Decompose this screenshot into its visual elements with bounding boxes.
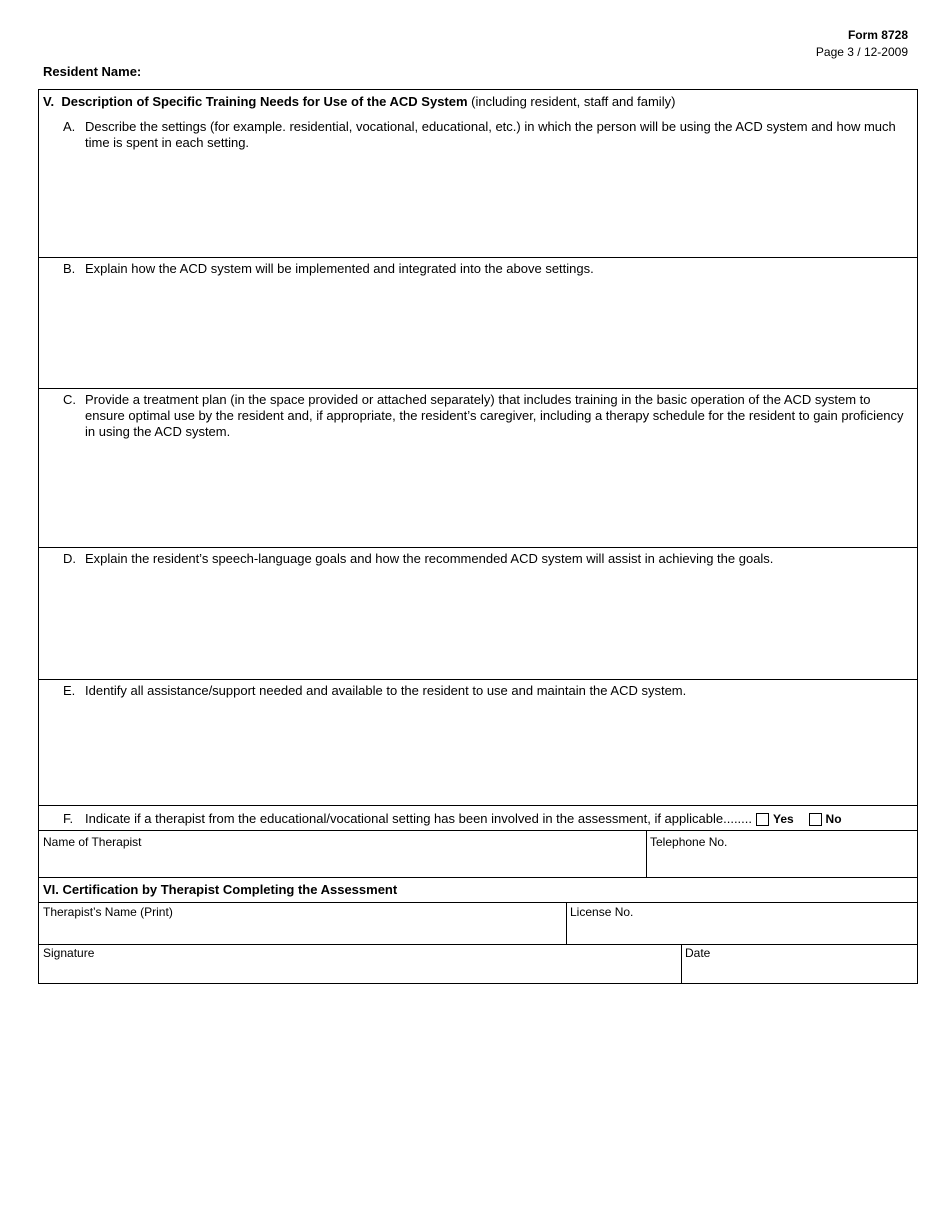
question-a[interactable]: [63, 119, 913, 151]
question-f-text: Indicate if a therapist from the educational/vocational setting has been involved in the assessment, if applicable........: [85, 811, 752, 826]
license-field[interactable]: [567, 918, 917, 944]
question-d-letter: D.: [63, 551, 76, 566]
section-5-title: [43, 94, 675, 109]
divider-signature: [39, 944, 917, 945]
question-e-letter: E.: [63, 683, 76, 698]
question-c-letter: C.: [63, 392, 76, 407]
yes-label: Yes: [773, 812, 794, 826]
question-d-text: Explain the resident’s speech-language goals and how the recommended ACD system will assist in achieving the goals.: [85, 551, 774, 566]
telephone-field[interactable]: [647, 847, 917, 877]
question-c-text: Provide a treatment plan (in the space provided or attached separately) that includes training in the basic operation of the ACD system to ensure optimal use by the resident and, if appropriate, the resident’s caregiver, including a therapy schedule for the resident to gain proficiency in using the ACD system.: [85, 392, 904, 439]
signature-label: Signature: [43, 946, 95, 960]
question-d[interactable]: [63, 551, 913, 567]
section-6-title: VI. Certification by Therapist Completing the Assessment: [43, 882, 398, 897]
form-number: Form 8728: [847, 28, 908, 42]
divider-f-therapist: [39, 830, 917, 831]
question-f-letter: F.: [63, 811, 74, 826]
therapist-name-field[interactable]: [39, 847, 646, 877]
divider-section-6: [39, 877, 917, 878]
signature-field[interactable]: [39, 959, 681, 983]
therapist-print-name-field[interactable]: [39, 918, 566, 944]
divider-e-f: [39, 805, 917, 806]
question-b-letter: B.: [63, 261, 76, 276]
therapist-print-name-label: Therapist’s Name (Print): [43, 905, 173, 919]
divider-section-6-title: [39, 902, 917, 903]
divider-c-d: [39, 547, 917, 548]
no-label: No: [825, 812, 842, 826]
question-e[interactable]: [63, 683, 913, 699]
therapist-name-label: Name of Therapist: [43, 835, 142, 849]
license-label: License No.: [570, 905, 634, 919]
page-info: Page 3 / 12-2009: [815, 45, 908, 59]
resident-name-label: Resident Name:: [43, 64, 142, 79]
divider-b-c: [39, 388, 917, 389]
question-a-letter: A.: [63, 119, 76, 134]
question-f: [63, 811, 917, 827]
divider-a-b: [39, 257, 917, 258]
no-checkbox[interactable]: [809, 813, 822, 826]
question-e-text: Identify all assistance/support needed and available to the resident to use and maintain the ACD system.: [85, 683, 687, 698]
section-5-title-bold: Description of Specific Training Needs for Use of the ACD System: [61, 94, 468, 109]
question-c[interactable]: [63, 392, 913, 440]
question-b-text: Explain how the ACD system will be implemented and integrated into the above settings.: [85, 261, 594, 276]
yes-checkbox[interactable]: [756, 813, 769, 826]
question-b[interactable]: [63, 261, 913, 277]
divider-d-e: [39, 679, 917, 680]
section-5-title-rest: (including resident, staff and family): [467, 94, 676, 109]
telephone-label: Telephone No.: [650, 835, 728, 849]
date-field[interactable]: [682, 959, 917, 983]
question-a-text: Describe the settings (for example. residential, vocational, educational, etc.) in which the person will be using the ACD system and how much time is spent in each setting.: [85, 119, 896, 150]
date-label: Date: [685, 946, 711, 960]
form-frame: [38, 89, 918, 984]
section-5-numeral: V.: [43, 94, 55, 109]
